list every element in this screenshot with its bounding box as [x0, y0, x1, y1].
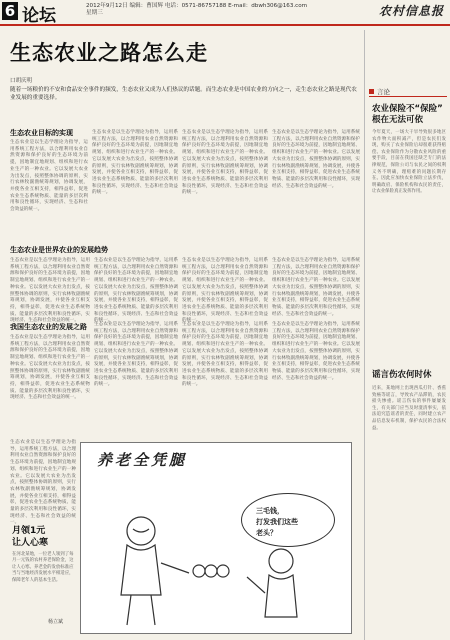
cartoon-illustration — [80, 442, 352, 634]
text-col-1a: 生态农业是以生态学理论为指导，运用系统工程方法，以合理利用农业自然资源和保护良好的生态环境为前提，因地制宜地规划、组织和进行农业生产的一种农业。它以发展大农业为出发点，按照整体协调的原则，实行农林牧副渔统筹规划，协调发展，并使各业互相支持，相得益彰，促进农业生态系统物质、能量的多层次利用和良性循环，实现经济、生态和社会效益的统一。 — [10, 140, 88, 213]
sidebar-rule — [369, 96, 447, 97]
left-box-text: 在河北某地，一位老人领到了每月一元钱的农村养老保险金，这让人心寒。养老金的发放标准应当与当地经济发展水平相适应，保障老年人的基本生活。 — [12, 552, 74, 583]
text-col-2b: 生态农业是以生态学理论为指导，运用系统工程方法，以合理利用农业自然资源和保护良好的生态环境为前提，因地制宜地规划、组织和进行农业生产的一种农业。它以发展大农业为出发点，按照整体协调的原则，实行农林牧副渔统筹规划，协调发展，并使各业互相支持，相得益彰，促进农业生态系统物质、能量的多层次利用和良性循环，实现经济、生态和社会效益的统一。 — [94, 258, 178, 324]
bubble-line2: 打发我们这些 — [256, 518, 298, 526]
left-box-title — [12, 525, 48, 549]
column-divider — [364, 30, 365, 640]
section-title: 论坛 — [22, 6, 56, 26]
speech-bubble — [241, 493, 335, 547]
sidebar-article1-title-line1: 农业保险不“保险” — [372, 104, 443, 114]
article-byline: 口胡庆明 — [10, 78, 33, 84]
text-col-2c: 生态农业是以生态学理论为指导，运用系统工程方法，以合理利用农业自然资源和保护良好的生态环境为前提，因地制宜地规划、组织和进行农业生产的一种农业。它以发展大农业为出发点，按照整体协调的原则，实行农林牧副渔统筹规划，协调发展，并使各业互相支持，相得益彰，促进农业生态系统物质、能量的多层次利用和良性循环，实现经济、生态和社会效益的统一。 — [182, 258, 268, 324]
sidebar-article1-text: 今年夏天，一场大干旱导致很多地区农作物大面积减产，但是农民们发现，购买了农业保险后却很难获得赔偿。农业保险作为分散农业风险的重要手段，目前在我国还缺乏专门的法律规范，保险公司与农民之间的权利义务不明确，理赔难的问题长期存在。因此应加快农业保险立法步伐，明确政府、保险机构和农民的责任，让农业保险真正发挥作用。 — [372, 130, 446, 195]
sidebar-article2-text: 近来，某地网上出现西瓜打针、香蕉致癌等谣言，导致农产品滞销，农民损失惨重。谣言伤农的事件屡屡发生，有关部门应当及时澄清事实，依法追究造谣者的责任，同时建立农产品信息发布机制，保护农民的合法权益。 — [372, 386, 446, 431]
page-number: 6 — [2, 2, 18, 20]
text-col-3b: 生态农业是以生态学理论为指导，运用系统工程方法，以合理利用农业自然资源和保护良好的生态环境为前提，因地制宜地规划、组织和进行农业生产的一种农业。它以发展大农业为出发点，按照整体协调的原则，实行农林牧副渔统筹规划，协调发展，并使各业互相支持，相得益彰，促进农业生态系统物质、能量的多层次利用和良性循环，实现经济、生态和社会效益的统一。 — [94, 322, 178, 388]
subhead-3: 我国生态农业的发展之路 — [10, 323, 87, 331]
text-col-1b: 生态农业是以生态学理论为指导，运用系统工程方法，以合理利用农业自然资源和保护良好的生态环境为前提，因地制宜地规划、组织和进行农业生产的一种农业。它以发展大农业为出发点，按照整体协调的原则，实行农林牧副渔统筹规划，协调发展，并使各业互相支持，相得益彰，促进农业生态系统物质、能量的多层次利用和良性循环，实现经济、生态和社会效益的统一。 — [92, 130, 178, 196]
left-box-title-line2: 让人心寒 — [12, 538, 49, 548]
text-col-1d: 生态农业是以生态学理论为指导，运用系统工程方法，以合理利用农业自然资源和保护良好的生态环境为前提，因地制宜地规划、组织和进行农业生产的一种农业。它以发展大农业为出发点，按照整体协调的原则，实行农林牧副渔统筹规划，协调发展，并使各业互相支持，相得益彰，促进农业生态系统物质、能量的多层次利用和良性循环，实现经济、生态和社会效益的统一。 — [272, 130, 360, 189]
bubble-line3: 老头？ — [256, 529, 277, 537]
text-col-3d: 生态农业是以生态学理论为指导，运用系统工程方法，以合理利用农业自然资源和保护良好的生态环境为前提，因地制宜地规划、组织和进行农业生产的一种农业。它以发展大农业为出发点，按照整体协调的原则，实行农林牧副渔统筹规划，协调发展，并使各业互相支持，相得益彰，促进农业生态系统物质、能量的多层次利用和良性循环，实现经济、生态和社会效益的统一。 — [272, 322, 360, 381]
header-meta-line2: 星期三 — [86, 10, 103, 16]
newspaper-logo: 农村信息报 — [378, 4, 444, 18]
sidebar-article2-title: 谣言伤农何时休 — [372, 370, 432, 380]
sidebar-tag: 言论 — [369, 87, 390, 96]
header-meta — [86, 3, 307, 17]
text-col-2a: 生态农业是以生态学理论为指导，运用系统工程方法，以合理利用农业自然资源和保护良好的生态环境为前提，因地制宜地规划、组织和进行农业生产的一种农业。它以发展大农业为出发点，按照整体协调的原则，实行农林牧副渔统筹规划，协调发展，并使各业互相支持，相得益彰，促进农业生态系统物质、能量的多层次利用和良性循环，实现经济、生态和社会效益的统一。 — [10, 258, 90, 324]
text-col-2d: 生态农业是以生态学理论为指导，运用系统工程方法，以合理利用农业自然资源和保护良好的生态环境为前提，因地制宜地规划、组织和进行农业生产的一种农业。它以发展大农业为出发点，按照整体协调的原则，实行农林牧副渔统筹规划，协调发展，并使各业互相支持，相得益彰，促进农业生态系统物质、能量的多层次利用和良性循环，实现经济、生态和社会效益的统一。 — [272, 258, 360, 317]
left-box-title-line1: 月领1元 — [12, 526, 46, 536]
text-col-3c: 生态农业是以生态学理论为指导，运用系统工程方法，以合理利用农业自然资源和保护良好的生态环境为前提，因地制宜地规划、组织和进行农业生产的一种农业。它以发展大农业为出发点，按照整体协调的原则，实行农林牧副渔统筹规划，协调发展，并使各业互相支持，相得益彰，促进农业生态系统物质、能量的多层次利用和良性循环，实现经济、生态和社会效益的统一。 — [182, 322, 268, 388]
bubble-line1: 三毛钱， — [256, 507, 284, 515]
sidebar-article1-title — [372, 104, 446, 126]
sidebar-article1-title-line2: 根在无法可依 — [372, 115, 424, 125]
header-meta-line1: 2012年9月12日 编辑：曹国辉 电话：0571-86757188 E-mail：dbwh306@163.com — [86, 3, 308, 9]
text-col-3a: 生态农业是以生态学理论为指导，运用系统工程方法，以合理利用农业自然资源和保护良好的生态环境为前提，因地制宜地规划、组织和进行农业生产的一种农业。它以发展大农业为出发点，按照整体协调的原则，实行农林牧副渔统筹规划，协调发展，并使各业互相支持，相得益彰，促进农业生态系统物质、能量的多层次利用和良性循环，实现经济、生态和社会效益的统一。 — [10, 335, 90, 401]
article-lead: 随着一场粮价的不安和食品安全事件的频发，生态农业又成为人们热议的话题。而生态农业是中国农业的方向之一，走生态农业之路是现代农业发展的重要选择。 — [10, 87, 357, 101]
left-box-author: 杨立斌 — [48, 619, 64, 625]
text-col-1c: 生态农业是以生态学理论为指导，运用系统工程方法，以合理利用农业自然资源和保护良好的生态环境为前提，因地制宜地规划、组织和进行农业生产的一种农业。它以发展大农业为出发点，按照整体协调的原则，实行农林牧副渔统筹规划，协调发展，并使各业互相支持，相得益彰，促进农业生态系统物质、能量的多层次利用和良性循环，实现经济、生态和社会效益的统一。 — [182, 130, 268, 196]
article-title: 生态农业之路怎么走 — [10, 41, 208, 65]
subhead-2: 生态农业是世界农业的发展趋势 — [10, 246, 108, 254]
cartoon-caption: 养老全凭腿 — [97, 451, 188, 469]
page-header — [0, 0, 450, 26]
subhead-1: 生态农业目标的实现 — [10, 129, 73, 137]
text-col-4a: 生态农业是以生态学理论为指导，运用系统工程方法，以合理利用农业自然资源和保护良好的生态环境为前提，因地制宜地规划、组织和进行农业生产的一种农业。它以发展大农业为出发点，按照整体协调的原则，实行农林牧副渔统筹规划，协调发展，并使各业互相支持，相得益彰，促进农业生态系统物质、能量的多层次利用和良性循环，实现经济、生态和社会效益的统一。 — [10, 440, 76, 526]
